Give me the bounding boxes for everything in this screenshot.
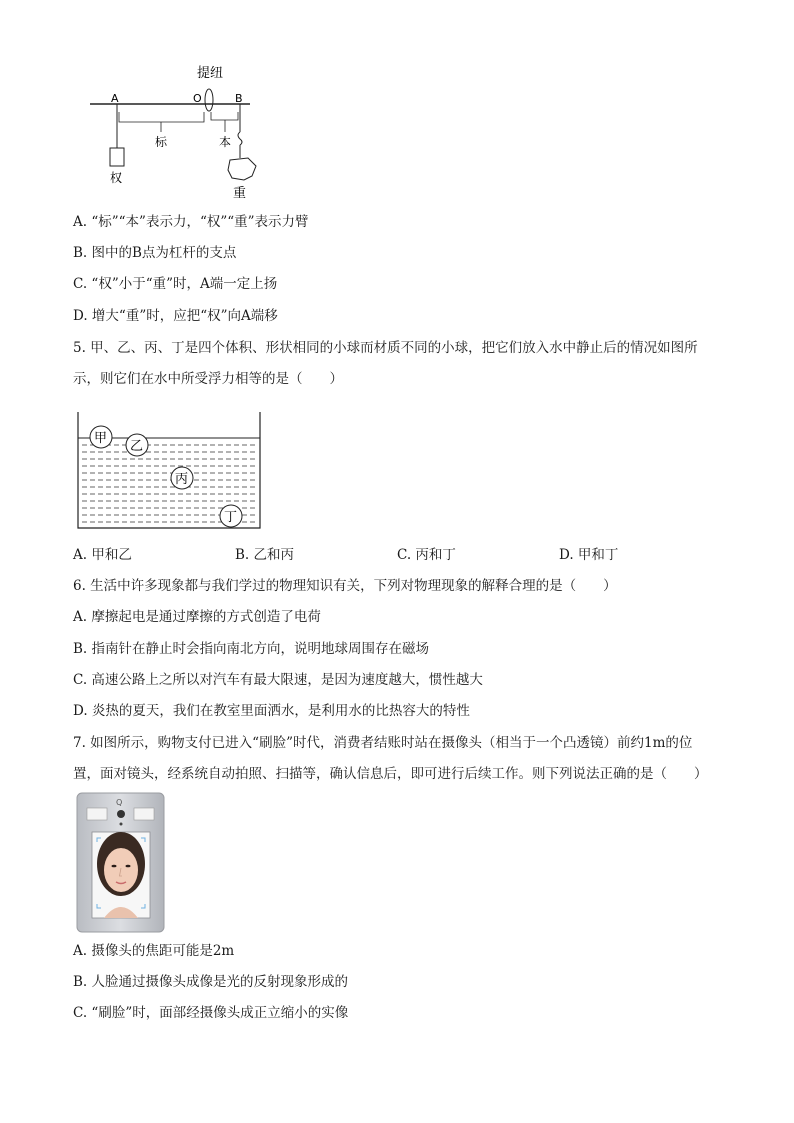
q5-option-a: A. 甲和乙: [73, 547, 132, 563]
q6-stem: 6. 生活中许多现象都与我们学过的物理知识有关，下列对物理现象的解释合理的是（ ）: [73, 578, 617, 594]
q7-stem-line2: 置，面对镜头，经系统自动拍照、扫描等，确认信息后，即可进行后续工作。则下列说法正确的是（ ）: [73, 766, 708, 782]
device-sensor-right: [134, 808, 154, 820]
q4-option-a: A. “标”“本”表示力，“权”“重”表示力臂: [73, 214, 309, 230]
device-logo: Q: [116, 798, 123, 807]
ball-jia-label: 甲: [94, 431, 108, 446]
label-quan: 权: [110, 171, 123, 185]
q7-option-c: C. “刷脸”时，面部经摄像头成正立缩小的实像: [73, 1005, 349, 1021]
q6-option-b: B. 指南针在静止时会指向南北方向，说明地球周围存在磁场: [73, 641, 430, 657]
q7-stem-line1: 7. 如图所示，购物支付已进入“刷脸”时代，消费者结账时站在摄像头（相当于一个凸透镜）前约1m的位: [73, 735, 693, 751]
heavy-object-zhong: [228, 158, 256, 180]
q4-option-c: C. “权”小于“重”时，A端一定上扬: [73, 276, 278, 292]
water-tank-figure: [76, 410, 266, 532]
face-payment-device-figure: [76, 792, 166, 934]
q5-stem-line2: 示，则它们在水中所受浮力相等的是（ ）: [73, 371, 343, 387]
label-O: O: [193, 92, 202, 105]
q7-option-b: B. 人脸通过摄像头成像是光的反射现象形成的: [73, 974, 349, 990]
q4-option-b: B. 图中的B点为杠杆的支点: [73, 245, 237, 261]
q5-stem-line1: 5. 甲、乙、丙、丁是四个体积、形状相同的小球而材质不同的小球，把它们放入水中静止后的情况如图所: [73, 340, 698, 356]
label-zhong: 重: [233, 186, 247, 201]
label-ben: 本: [219, 135, 232, 149]
ball-bing-label: 丙: [175, 472, 189, 487]
q5-option-b: B. 乙和丙: [235, 547, 295, 563]
q6-option-c: C. 高速公路上之所以对汽车有最大限速，是因为速度越大，惯性越大: [73, 672, 483, 688]
hanger-loop: [205, 89, 213, 111]
label-B: B: [235, 92, 243, 105]
q7-option-a: A. 摄像头的焦距可能是2m: [73, 943, 235, 959]
weight-box-quan: [110, 148, 124, 166]
q5-option-c: C. 丙和丁: [397, 547, 456, 563]
ball-ding-label: 丁: [224, 510, 238, 525]
q5-option-d: D. 甲和丁: [559, 547, 619, 563]
camera-lens-icon: [117, 810, 125, 818]
q4-option-d: D. 增大“重”时，应把“权”向A端移: [73, 308, 278, 324]
label-A: A: [111, 92, 119, 105]
steelyard-lever-figure: [80, 60, 260, 205]
q6-option-a: A. 摩擦起电是通过摩擦的方式创造了电荷: [73, 609, 321, 625]
ball-yi-label: 乙: [130, 439, 144, 454]
label-biao: 标: [155, 135, 168, 149]
device-sensor-left: [87, 808, 107, 820]
q6-option-d: D. 炎热的夏天，我们在教室里面洒水，是利用水的比热容大的特性: [73, 703, 470, 719]
label-hanger: 提纽: [197, 66, 224, 81]
